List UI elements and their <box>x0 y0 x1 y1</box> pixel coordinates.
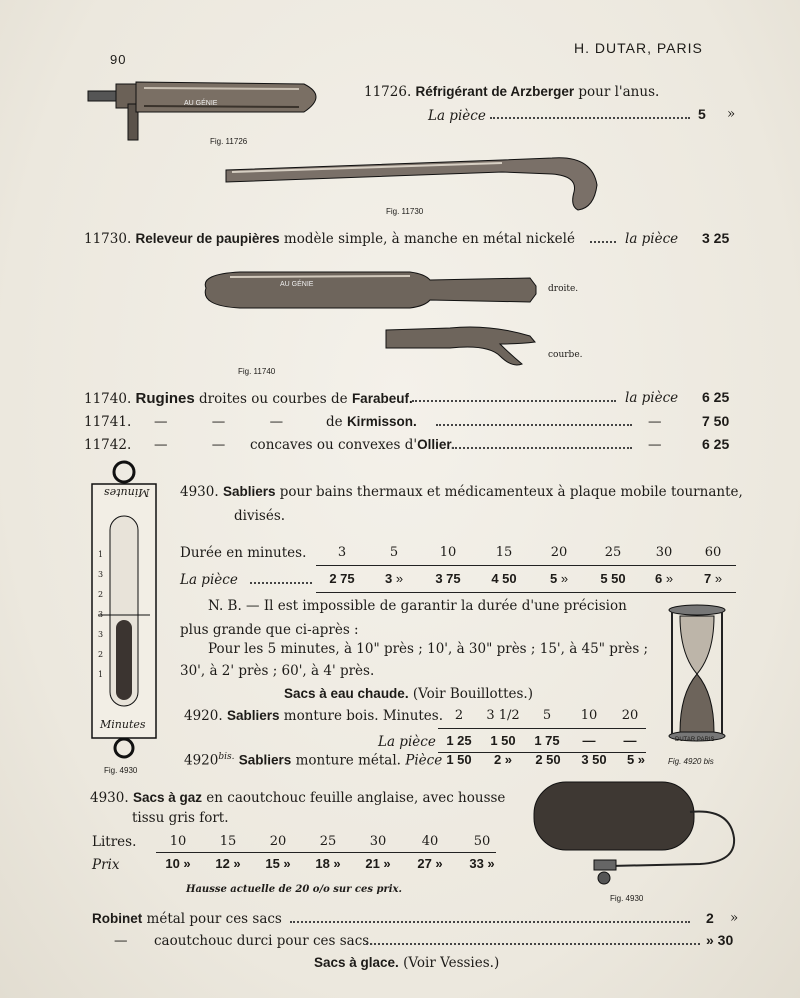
price-cell: 6 » <box>654 571 674 586</box>
item-title: Sacs à gaz <box>132 790 202 805</box>
minutes-cell: 5 <box>542 708 552 723</box>
fig-11740-caption: Fig. 11740 <box>238 367 276 376</box>
price-cell: 7 » <box>703 571 723 586</box>
price-cell: 1 25 <box>446 733 472 748</box>
minutes-cell: 2 <box>454 708 464 723</box>
item-4920-unit: La pièce <box>378 734 436 750</box>
item-title: Sabliers <box>226 708 280 723</box>
ref-rest: (Voir Vessies.) <box>403 955 500 971</box>
duration-cell: 60 <box>704 545 722 560</box>
item-title: Robinet <box>92 911 143 926</box>
litres-cell: 30 <box>369 834 387 849</box>
price-cell: 2 75 <box>329 571 355 586</box>
duration-cell: 5 <box>389 545 399 560</box>
duration-cell: 20 <box>550 545 568 560</box>
item-title: Sabliers <box>222 484 276 499</box>
item-11730 <box>84 231 575 247</box>
price-suffix: » <box>730 910 739 926</box>
item-4920 <box>184 708 443 724</box>
price-cell: 3 » <box>384 571 404 586</box>
label-curved: courbe. <box>548 350 583 360</box>
ref-title: Sacs à glace. <box>314 955 399 970</box>
duration-cell: 3 <box>337 545 347 560</box>
table-rule <box>438 728 646 729</box>
item-11741-price: 7 50 <box>702 413 730 429</box>
price-cell: 3 75 <box>435 571 461 586</box>
ice-bags-ref <box>314 955 499 971</box>
item-11726-rest: pour l'anus. <box>578 84 660 100</box>
price-cell: 5 » <box>549 571 569 586</box>
item-rest-cont: divisés. <box>234 508 286 524</box>
bis-suffix: bis. <box>218 752 235 762</box>
price-cell: 2 » <box>493 752 513 767</box>
price-cell: 4 50 <box>491 571 517 586</box>
ditto-marks: — — — <box>154 414 284 430</box>
duration-cell: 10 <box>439 545 457 560</box>
price-cell: — <box>623 733 637 748</box>
scale-mark: 3 <box>98 630 104 639</box>
price-cell: 3 50 <box>581 752 607 767</box>
item-11742-price: 6 25 <box>702 436 730 452</box>
duration-cell: 25 <box>604 545 622 560</box>
dot-leader <box>452 447 632 449</box>
minutes-cell: 20 <box>621 708 639 723</box>
item-11741 <box>84 414 131 430</box>
item-number: 11741. <box>84 414 132 430</box>
note-line-2: plus grande que ci-après : <box>180 622 359 638</box>
prix-cell: 33 » <box>469 856 495 871</box>
hot-water-bags-ref <box>284 686 533 702</box>
refrigerant-engraving: AU GÉNIE <box>184 100 218 107</box>
table-rule <box>156 852 496 853</box>
prix-cell: 10 » <box>165 856 191 871</box>
item-rest: droites ou courbes de <box>199 391 348 407</box>
item-number: 4920. <box>184 708 223 724</box>
item-11741-unit: — <box>648 414 662 430</box>
item-11730-number: 11730. <box>84 231 132 247</box>
item-title: Sabliers <box>238 752 292 768</box>
item-rest: monture bois. Minutes. <box>283 708 444 724</box>
hourglass-label-bottom: Minutes <box>100 718 146 731</box>
ditto-mark: — <box>114 933 128 949</box>
item-11742 <box>84 437 131 453</box>
scale-mark: 2 <box>98 590 104 599</box>
item-11730-unit: la pièce <box>625 231 679 247</box>
item-4920bis <box>184 752 442 769</box>
page-number: 90 <box>110 52 127 67</box>
label-straight: droite. <box>548 284 579 294</box>
item-title: Rugines <box>135 390 195 407</box>
item-11726-number: 11726. <box>364 84 412 100</box>
item-rest: pour bains thermaux et médicamenteux à plaque mobile tournante, <box>279 484 743 500</box>
item-11740-unit: la pièce <box>625 390 679 406</box>
prix-cell: 27 » <box>417 856 443 871</box>
dot-leader <box>366 943 700 945</box>
robinet-rubber-price: » 30 <box>706 932 734 948</box>
item-11726-price: 5 <box>698 106 706 122</box>
litres-cell: 50 <box>473 834 491 849</box>
litres-cell: 40 <box>421 834 439 849</box>
item-rest: monture métal. <box>295 752 401 769</box>
scale-mark: 1 <box>98 670 104 679</box>
gas-bag-illustration <box>530 778 742 890</box>
item-11726-unit: La pièce <box>428 108 486 124</box>
note-line-4: 30', à 2' près ; 60', à 4' près. <box>180 663 375 679</box>
fig-4920bis-caption: Fig. 4920 bis <box>668 757 714 766</box>
item-number: 4930. <box>180 484 219 500</box>
note-line-3: Pour les 5 minutes, à 10" près ; 10', à 30" près ; 15', à 45" près ; <box>208 641 649 657</box>
minutes-cell: 3 1/2 <box>486 708 520 723</box>
ref-title: Sacs à eau chaude. <box>284 686 409 701</box>
item-name: Farabeuf. <box>351 391 413 406</box>
item-number: 11740. <box>84 391 132 407</box>
prix-cell: 12 » <box>215 856 241 871</box>
duration-cell: 15 <box>495 545 513 560</box>
item-11742-desc <box>250 437 455 453</box>
dot-leader <box>490 117 690 119</box>
fig-4930-caption: Fig. 4930 <box>104 766 138 775</box>
prix-cell: 18 » <box>315 856 341 871</box>
dot-leader <box>436 424 632 426</box>
rugine-illustration <box>200 264 550 376</box>
price-cell: 5 50 <box>600 571 626 586</box>
table-rule <box>316 592 736 593</box>
prix-cell: 21 » <box>365 856 391 871</box>
duration-cell: 30 <box>655 545 673 560</box>
price-label: La pièce <box>180 572 238 588</box>
prix-cell: 15 » <box>265 856 291 871</box>
scale-mark: 3 <box>98 610 104 619</box>
minutes-cell: 10 <box>580 708 598 723</box>
price-increase-note: Hausse actuelle de 20 o/o sur ces prix. <box>186 884 402 895</box>
fig-11730-caption: Fig. 11730 <box>386 207 424 216</box>
item-rest: concaves ou convexes d' <box>250 437 418 453</box>
litres-label: Litres. <box>92 834 137 850</box>
item-11742-unit: — <box>648 437 662 453</box>
dot-leader <box>250 582 312 584</box>
price-cell: 1 50 <box>490 733 516 748</box>
fig-4930-gasbag-caption: Fig. 4930 <box>610 894 644 903</box>
litres-cell: 10 <box>169 834 187 849</box>
item-11740-price: 6 25 <box>702 389 730 405</box>
litres-cell: 25 <box>319 834 337 849</box>
item-name: Kirmisson. <box>346 414 417 429</box>
item-rest: de <box>326 414 343 430</box>
item-number: 11742. <box>84 437 132 453</box>
robinet-rubber <box>114 933 128 949</box>
hourglass-4920bis-illustration <box>666 604 728 746</box>
item-rest-cont: tissu gris fort. <box>132 810 229 826</box>
dot-leader <box>412 400 616 402</box>
robinet-metal-price: 2 <box>706 910 714 926</box>
dot-leader <box>290 921 690 923</box>
duration-label: Durée en minutes. <box>180 545 307 561</box>
item-number: 4930. <box>90 790 129 806</box>
hourglass-maker-mark: DUTAR PARIS <box>675 737 715 743</box>
item-11740 <box>84 390 413 407</box>
price-cell: 2 50 <box>535 752 561 767</box>
item-rest: métal pour ces sacs <box>146 911 282 927</box>
fig-11726-caption: Fig. 11726 <box>210 137 248 146</box>
scale-mark: 3 <box>98 570 104 579</box>
item-4930-sabliers <box>180 484 743 500</box>
price-cell: 5 » <box>626 752 646 767</box>
hourglass-label-top: Minutes <box>104 486 150 499</box>
item-name: Ollier. <box>417 437 455 452</box>
price-cell: 1 75 <box>534 733 560 748</box>
item-4930-gas-bags <box>90 790 505 806</box>
scale-mark: 1 <box>98 550 104 559</box>
item-rest: en caoutchouc feuille anglaise, avec housse <box>206 790 506 806</box>
item-11726-title: Réfrigérant de Arzberger <box>415 84 575 99</box>
litres-cell: 15 <box>219 834 237 849</box>
dot-leader <box>590 241 616 243</box>
hourglass-scale-left <box>98 545 103 685</box>
rugine-engraving: AU GÉNIE <box>280 281 314 288</box>
item-11730-price: 3 25 <box>702 230 730 246</box>
ref-rest: (Voir Bouillottes.) <box>412 686 533 702</box>
item-11730-title: Releveur de paupières <box>135 231 280 246</box>
item-number: 4920 <box>184 752 219 769</box>
item-11726-price-suffix: » <box>727 106 736 122</box>
refrigerant-illustration <box>84 74 332 148</box>
litres-cell: 20 <box>269 834 287 849</box>
item-unit: Pièce <box>405 752 443 769</box>
robinet-metal <box>92 911 282 927</box>
item-11726 <box>364 84 659 100</box>
item-rest: caoutchouc durci pour ces sacs. <box>154 933 374 949</box>
scale-mark: 2 <box>98 650 104 659</box>
note-line-1: N. B. — Il est impossible de garantir la durée d'une précision <box>208 598 627 614</box>
item-11741-desc <box>326 414 417 430</box>
price-cell: 1 50 <box>446 752 472 767</box>
price-cell: — <box>582 733 596 748</box>
item-11730-rest: modèle simple, à manche en métal nickelé <box>283 231 575 247</box>
publisher-header: H. DUTAR, PARIS <box>574 40 703 56</box>
ditto-marks: — — <box>154 437 226 453</box>
table-rule <box>316 565 736 566</box>
prix-label: Prix <box>92 857 120 873</box>
